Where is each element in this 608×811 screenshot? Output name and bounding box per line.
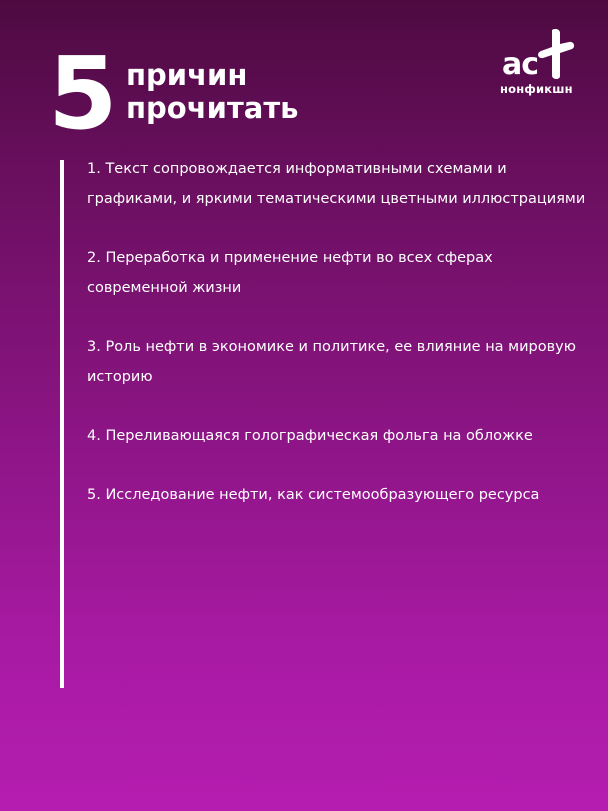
list-item: 5. Исследование нефти, как системообразующего ресурса bbox=[87, 487, 540, 503]
brand-logo bbox=[496, 28, 586, 100]
list-item: 1. Текст сопровождается информативными схемами и графиками, и яркими тематическими цветными иллюстрациями bbox=[87, 161, 586, 207]
list-item: 2. Переработка и применение нефти во всех сферах современной жизни bbox=[87, 250, 493, 296]
logo-mark: ас bbox=[502, 47, 539, 82]
vertical-divider bbox=[60, 160, 64, 688]
cross-figure-icon bbox=[536, 28, 578, 80]
logo-subtitle: нонфикшн bbox=[500, 82, 573, 96]
title-line-2: прочитать bbox=[126, 91, 299, 125]
big-number: 5 bbox=[48, 35, 116, 152]
reasons-list bbox=[87, 154, 587, 539]
list-item: 3. Роль нефти в экономике и политике, ее влияние на мировую историю bbox=[87, 339, 576, 385]
page-title bbox=[126, 59, 298, 125]
title-line-1: причин bbox=[126, 58, 248, 92]
list-item: 4. Переливающаяся голографическая фольга на обложке bbox=[87, 428, 533, 444]
